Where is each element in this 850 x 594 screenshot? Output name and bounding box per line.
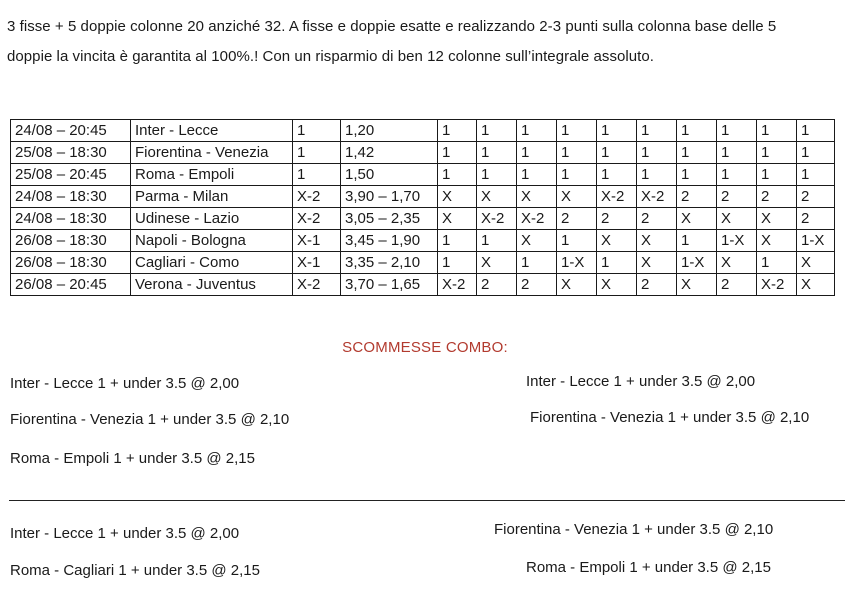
column-cell: 2 xyxy=(757,186,797,208)
match-cell: Parma - Milan xyxy=(131,186,293,208)
column-cell: 1 xyxy=(677,164,717,186)
pick-cell: 1 xyxy=(293,120,341,142)
column-cell: 1-X xyxy=(677,252,717,274)
column-cell: X xyxy=(717,208,757,230)
match-cell: Fiorentina - Venezia xyxy=(131,142,293,164)
pick-cell: 1 xyxy=(293,142,341,164)
match-cell: Cagliari - Como xyxy=(131,252,293,274)
column-cell: 1 xyxy=(677,230,717,252)
column-cell: 1 xyxy=(637,142,677,164)
column-cell: 1 xyxy=(517,120,557,142)
column-cell: 1 xyxy=(677,120,717,142)
column-cell: X xyxy=(477,186,517,208)
odds-cell: 1,50 xyxy=(341,164,438,186)
column-cell: 1 xyxy=(438,252,477,274)
column-cell: 1 xyxy=(438,120,477,142)
combo2-right-1: Fiorentina - Venezia 1 + under 3.5 @ 2,10 xyxy=(494,521,774,538)
column-cell: X xyxy=(757,208,797,230)
column-cell: X xyxy=(517,186,557,208)
column-cell: X-2 xyxy=(597,186,637,208)
table-row xyxy=(11,230,835,252)
column-cell: X-2 xyxy=(757,274,797,296)
pick-cell: 1 xyxy=(293,164,341,186)
combo2-right-2: Roma - Empoli 1 + under 3.5 @ 2,15 xyxy=(526,559,771,576)
column-cell: 1 xyxy=(517,164,557,186)
column-cell: X xyxy=(477,252,517,274)
column-cell: 1-X xyxy=(797,230,835,252)
date-cell: 25/08 – 18:30 xyxy=(11,142,131,164)
odds-cell: 1,42 xyxy=(341,142,438,164)
column-cell: 1 xyxy=(717,164,757,186)
combo-left-2: Fiorentina - Venezia 1 + under 3.5 @ 2,10 xyxy=(10,411,290,428)
column-cell: 2 xyxy=(637,274,677,296)
column-cell: 1 xyxy=(757,120,797,142)
column-cell: X xyxy=(717,252,757,274)
combo-right-2: Fiorentina - Venezia 1 + under 3.5 @ 2,10 xyxy=(530,409,810,426)
column-cell: X-2 xyxy=(517,208,557,230)
column-cell: 2 xyxy=(517,274,557,296)
table-row xyxy=(11,252,835,274)
column-cell: 1 xyxy=(477,230,517,252)
date-cell: 26/08 – 18:30 xyxy=(11,252,131,274)
column-cell: 1 xyxy=(517,252,557,274)
date-cell: 24/08 – 18:30 xyxy=(11,186,131,208)
intro-line-1: 3 fisse + 5 doppie colonne 20 anziché 32. A fisse e doppie esatte e realizzando 2-3 punti sulla colonna base delle 5 xyxy=(7,18,777,35)
column-cell: 2 xyxy=(797,186,835,208)
match-cell: Verona - Juventus xyxy=(131,274,293,296)
column-cell: 1 xyxy=(517,142,557,164)
pick-cell: X-1 xyxy=(293,230,341,252)
odds-cell: 3,70 – 1,65 xyxy=(341,274,438,296)
match-cell: Roma - Empoli xyxy=(131,164,293,186)
combo-left-1: Inter - Lecce 1 + under 3.5 @ 2,00 xyxy=(10,375,240,392)
column-cell: 1 xyxy=(797,142,835,164)
odds-cell: 3,90 – 1,70 xyxy=(341,186,438,208)
column-cell: 2 xyxy=(477,274,517,296)
table-row xyxy=(11,142,835,164)
column-cell: 1 xyxy=(757,142,797,164)
column-cell: 2 xyxy=(677,186,717,208)
column-cell: 1 xyxy=(597,164,637,186)
column-cell: X xyxy=(637,230,677,252)
date-cell: 25/08 – 20:45 xyxy=(11,164,131,186)
column-cell: 1-X xyxy=(557,252,597,274)
column-cell: 1-X xyxy=(717,230,757,252)
column-cell: 1 xyxy=(717,142,757,164)
table-row xyxy=(11,186,835,208)
column-cell: 1 xyxy=(757,164,797,186)
column-cell: X xyxy=(637,252,677,274)
column-cell: X xyxy=(797,274,835,296)
column-cell: 1 xyxy=(557,120,597,142)
column-cell: 1 xyxy=(438,164,477,186)
column-cell: 1 xyxy=(717,120,757,142)
table-row xyxy=(11,164,835,186)
column-cell: 1 xyxy=(557,164,597,186)
table-row xyxy=(11,120,835,142)
column-cell: 2 xyxy=(557,208,597,230)
column-cell: 1 xyxy=(557,230,597,252)
date-cell: 24/08 – 20:45 xyxy=(11,120,131,142)
column-cell: X xyxy=(597,274,637,296)
match-cell: Inter - Lecce xyxy=(131,120,293,142)
column-cell: 2 xyxy=(597,208,637,230)
column-cell: X xyxy=(757,230,797,252)
combo-title: SCOMMESSE COMBO: xyxy=(342,339,508,356)
column-cell: 1 xyxy=(637,164,677,186)
odds-cell: 3,35 – 2,10 xyxy=(341,252,438,274)
match-cell: Udinese - Lazio xyxy=(131,208,293,230)
odds-cell: 3,05 – 2,35 xyxy=(341,208,438,230)
column-cell: 2 xyxy=(717,274,757,296)
column-cell: 1 xyxy=(757,252,797,274)
column-cell: 1 xyxy=(597,120,637,142)
column-cell: 1 xyxy=(477,164,517,186)
column-cell: X xyxy=(797,252,835,274)
column-cell: X xyxy=(438,208,477,230)
column-cell: X xyxy=(438,186,477,208)
column-cell: 1 xyxy=(637,120,677,142)
column-cell: X-2 xyxy=(477,208,517,230)
column-cell: X xyxy=(677,208,717,230)
combo-right-1: Inter - Lecce 1 + under 3.5 @ 2,00 xyxy=(526,373,756,390)
column-cell: X xyxy=(557,274,597,296)
column-cell: X xyxy=(517,230,557,252)
column-cell: 1 xyxy=(477,142,517,164)
date-cell: 26/08 – 18:30 xyxy=(11,230,131,252)
column-cell: 1 xyxy=(677,142,717,164)
combo2-left-2: Roma - Cagliari 1 + under 3.5 @ 2,15 xyxy=(10,562,260,579)
column-cell: 2 xyxy=(717,186,757,208)
column-cell: 1 xyxy=(797,164,835,186)
combo2-left-1: Inter - Lecce 1 + under 3.5 @ 2,00 xyxy=(10,525,240,542)
pick-cell: X-2 xyxy=(293,186,341,208)
column-cell: 1 xyxy=(557,142,597,164)
date-cell: 24/08 – 18:30 xyxy=(11,208,131,230)
intro-line-2: doppie la vincita è garantita al 100%.! Con un risparmio di ben 12 colonne sull’integrale assoluto. xyxy=(7,48,655,65)
table-row xyxy=(11,208,835,230)
column-cell: X xyxy=(557,186,597,208)
odds-cell: 1,20 xyxy=(341,120,438,142)
pick-cell: X-2 xyxy=(293,274,341,296)
column-cell: 1 xyxy=(797,120,835,142)
column-cell: X xyxy=(677,274,717,296)
column-cell: 1 xyxy=(477,120,517,142)
column-cell: X-2 xyxy=(637,186,677,208)
date-cell: 26/08 – 20:45 xyxy=(11,274,131,296)
column-cell: X xyxy=(597,230,637,252)
schedule-body xyxy=(11,120,835,296)
column-cell: X-2 xyxy=(438,274,477,296)
pick-cell: X-2 xyxy=(293,208,341,230)
divider-line xyxy=(9,500,845,501)
column-cell: 2 xyxy=(797,208,835,230)
column-cell: 2 xyxy=(637,208,677,230)
match-cell: Napoli - Bologna xyxy=(131,230,293,252)
pick-cell: X-1 xyxy=(293,252,341,274)
schedule-table xyxy=(10,119,835,296)
combo-left-3: Roma - Empoli 1 + under 3.5 @ 2,15 xyxy=(10,450,255,467)
column-cell: 1 xyxy=(597,142,637,164)
table-row xyxy=(11,274,835,296)
column-cell: 1 xyxy=(438,142,477,164)
column-cell: 1 xyxy=(597,252,637,274)
odds-cell: 3,45 – 1,90 xyxy=(341,230,438,252)
column-cell: 1 xyxy=(438,230,477,252)
